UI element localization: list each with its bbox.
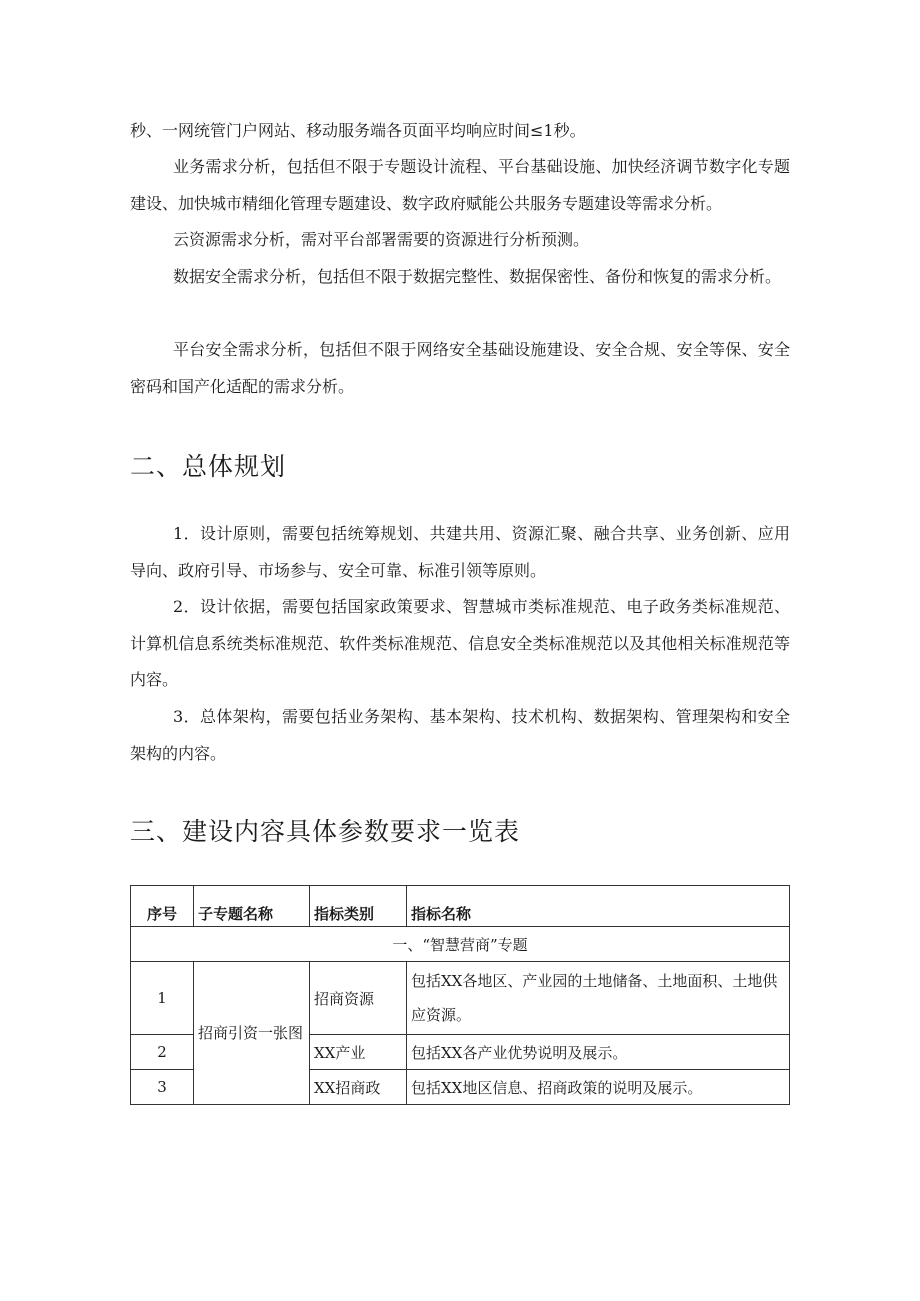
row-no: 1 xyxy=(131,962,194,1035)
row-category: XX招商政 xyxy=(310,1070,407,1105)
list-item-design-basis: 2．设计依据，需要包括国家政策要求、智慧城市类标准规范、电子政务类标准规范、计算机信息系统类标准规范、软件类标准规范、信息安全类标准规范以及其他相关标准规范等内容。 xyxy=(130,597,790,689)
header-subtopic: 子专题名称 xyxy=(194,886,310,927)
row-indicator-name: 包括XX各地区、产业园的土地储备、土地面积、土地供应资源。 xyxy=(407,962,790,1035)
table-header-row xyxy=(131,886,790,927)
section-heading-parameter-table: 三、建设内容具体参数要求一览表 xyxy=(130,817,521,846)
row-category: 招商资源 xyxy=(310,962,407,1035)
table-row xyxy=(131,962,790,1035)
paragraph-cloud-analysis: 云资源需求分析，需对平台部署需要的资源进行分析预测。 xyxy=(173,230,590,249)
paragraph-platform-security-analysis: 平台安全需求分析，包括但不限于网络安全基础设施建设、安全合规、安全等保、安全密码和国产化适配的需求分析。 xyxy=(130,340,790,396)
list-item-overall-architecture: 3．总体架构，需要包括业务架构、基本架构、技术机构、数据架构、管理架构和安全架构的内容。 xyxy=(130,707,790,763)
row-no: 2 xyxy=(131,1035,194,1070)
section-heading-overall-planning: 二、总体规划 xyxy=(130,452,287,481)
row-category: XX产业 xyxy=(310,1035,407,1070)
header-indicator-name: 指标名称 xyxy=(407,886,790,927)
section-row-title: 一、“智慧营商”专题 xyxy=(131,927,790,962)
subtopic-cell: 招商引资一张图 xyxy=(194,962,310,1105)
row-indicator-name: 包括XX地区信息、招商政策的说明及展示。 xyxy=(407,1070,790,1105)
paragraph-data-security-analysis: 数据安全需求分析，包括但不限于数据完整性、数据保密性、备份和恢复的需求分析。 xyxy=(173,267,782,286)
row-indicator-name: 包括XX各产业优势说明及展示。 xyxy=(407,1035,790,1070)
table-section-row xyxy=(131,927,790,962)
header-category: 指标类别 xyxy=(310,886,407,927)
header-no: 序号 xyxy=(131,886,194,927)
paragraph-response-time: 秒、一网统管门户网站、移动服务端各页面平均响应时间≤1秒。 xyxy=(130,121,586,140)
parameter-table xyxy=(130,885,790,1105)
row-no: 3 xyxy=(131,1070,194,1105)
paragraph-business-analysis: 业务需求分析，包括但不限于专题设计流程、平台基础设施、加快经济调节数字化专题建设、加快城市精细化管理专题建设、数字政府赋能公共服务专题建设等需求分析。 xyxy=(130,157,790,213)
list-item-design-principles: 1．设计原则，需要包括统筹规划、共建共用、资源汇聚、融合共享、业务创新、应用导向、政府引导、市场参与、安全可靠、标准引领等原则。 xyxy=(130,524,790,580)
